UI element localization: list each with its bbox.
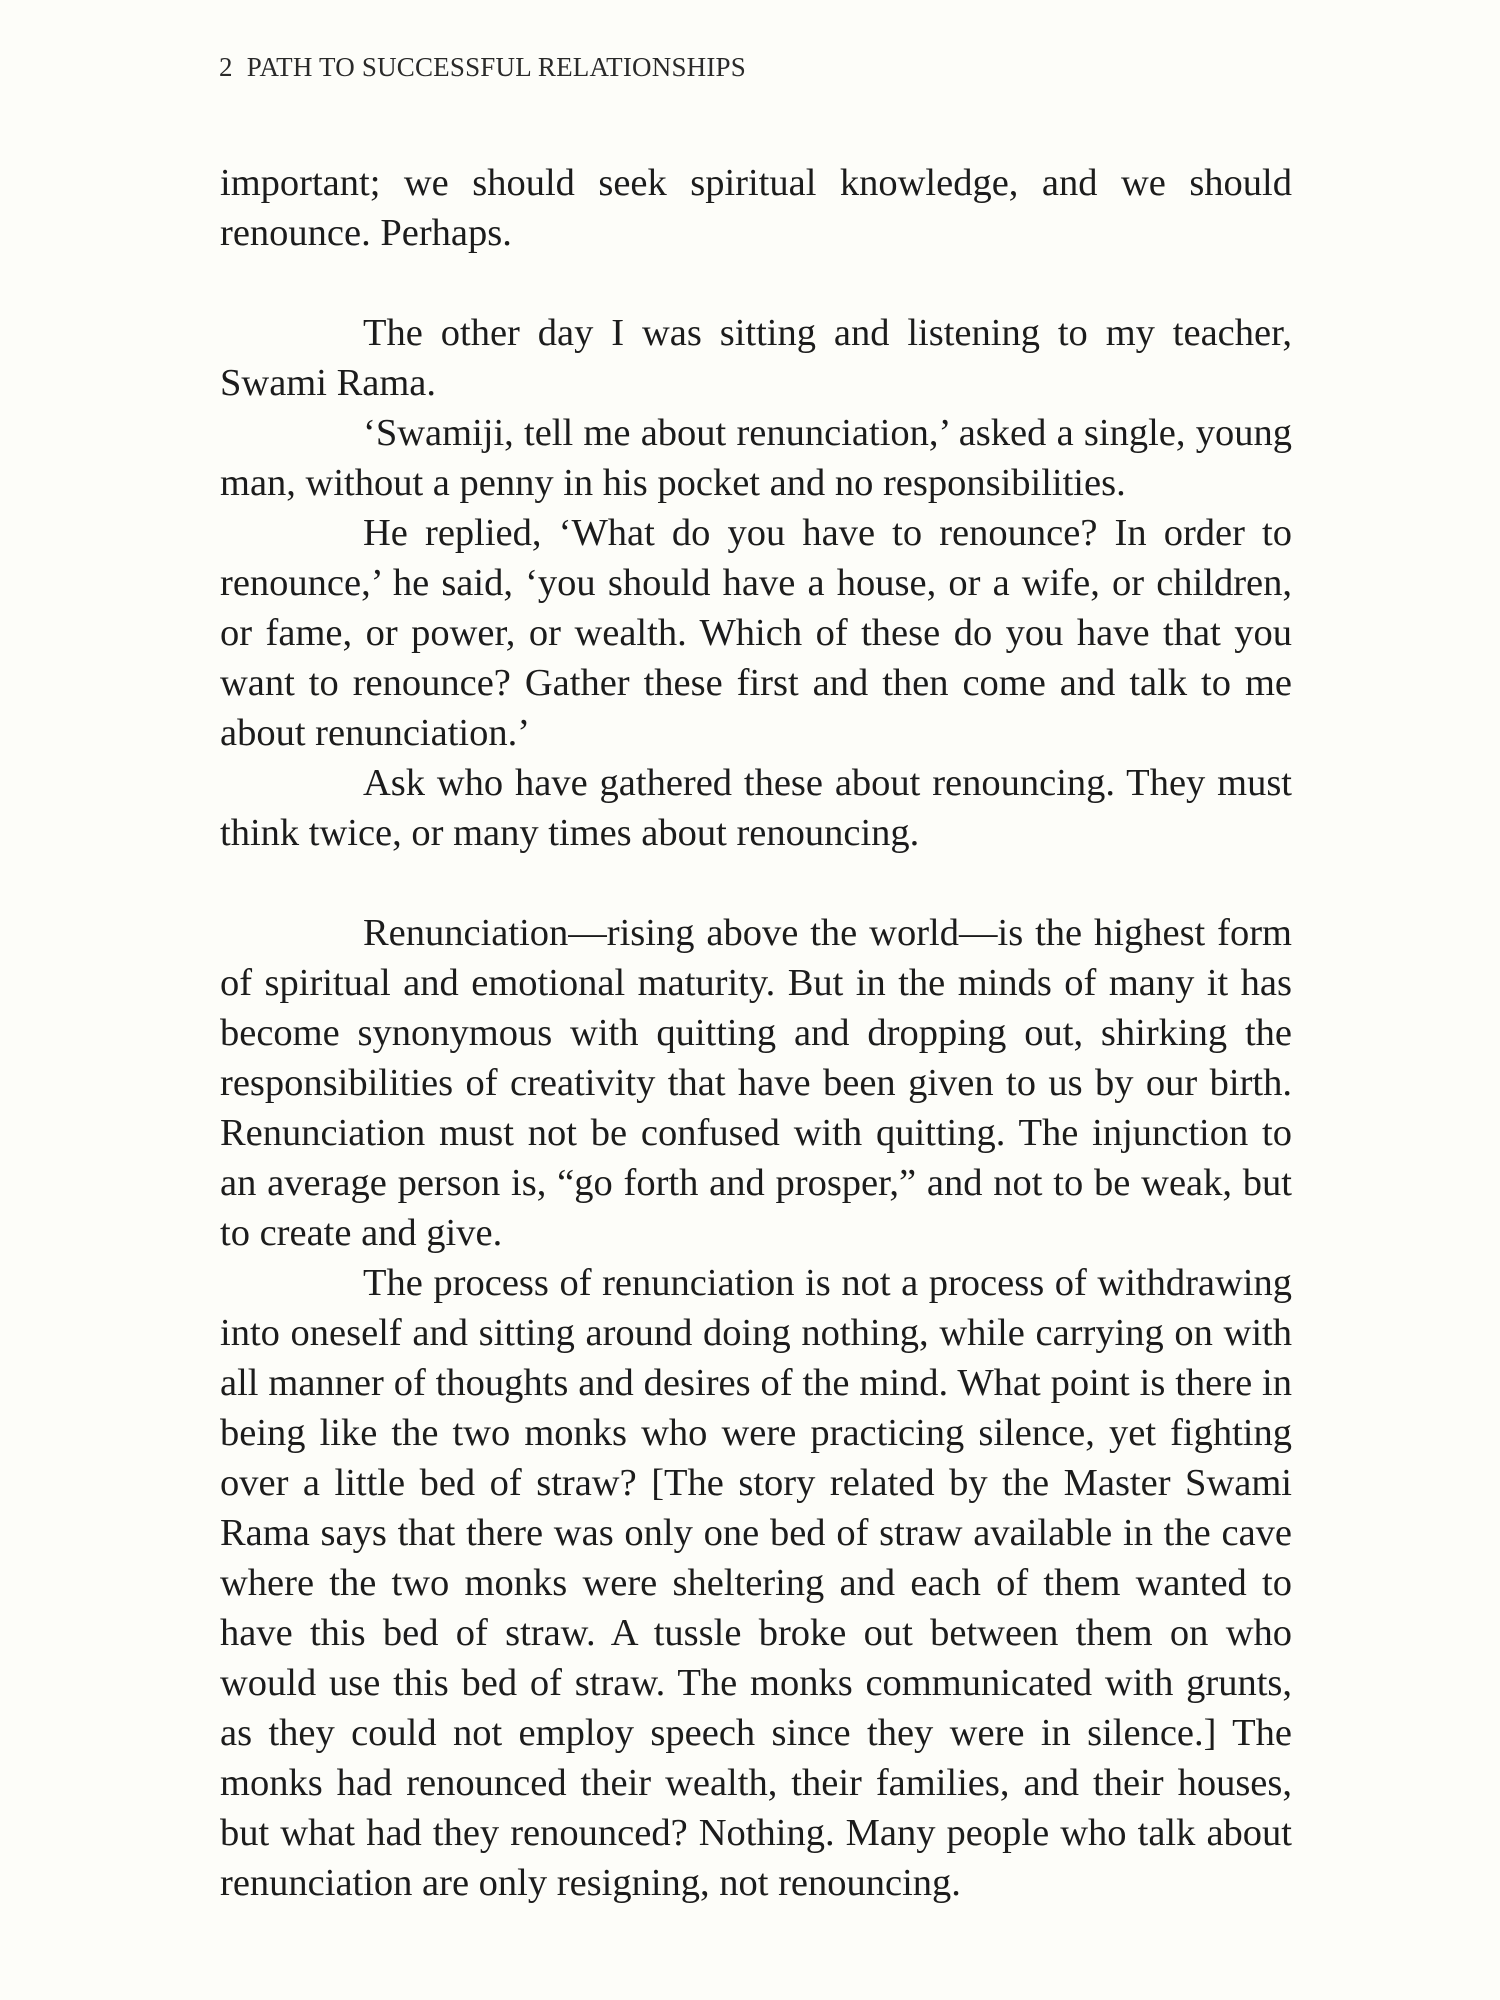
running-title: PATH TO SUCCESSFUL RELATIONSHIPS [246, 52, 746, 82]
paragraph-renunciation-definition: Renunciation—rising above the world—is the highest form of spiritual and emotional maturity. But in the minds of many it has become synonymous with quitting and dropping out, shirking the responsibilities of creativity that have been given to us by our birth. Renunciation must not be confused with quitting. The injunction to an average person is, “go forth and prosper,” and not to be weak, but to create and give. [220, 912, 1292, 1254]
paragraph-monks-story: The process of renunciation is not a process of withdrawing into oneself and sitting around doing nothing, while carrying on with all manner of thoughts and desires of the mind. What point is there in being like the two monks who were practicing silence, yet fighting over a little bed of straw? [The story related by the Master Swami Rama says that there was only one bed of straw available in the cave where the two monks were sheltering and each of them wanted to have this bed of straw. A tussle broke out between them on who would use this bed of straw. The monks communicated with grunts, as they could not employ speech since they were in silence.] The monks had renounced their wealth, their families, and their houses, but what had they renounced? Nothing. Many people who talk about renunciation are only resigning, not renouncing. [220, 1262, 1292, 1904]
running-head [219, 52, 746, 83]
paragraph-ask: Ask who have gathered these about renouncing. They must think twice, or many times about renouncing. [220, 762, 1292, 854]
page-number: 2 [219, 52, 233, 82]
paragraph-reply: He replied, ‘What do you have to renounce? In order to renounce,’ he said, ‘you should have a house, or a wife, or children, or fame, or power, or wealth. Which of these do you have that you want to renounce? Gather these first and then come and talk to me about renunciation.’ [220, 512, 1292, 754]
body-text [220, 158, 1292, 1908]
paragraph-teacher-intro: The other day I was sitting and listening to my teacher, Swami Rama. [220, 312, 1292, 404]
paragraph-continuation: important; we should seek spiritual knowledge, and we should renounce. Perhaps. [220, 162, 1292, 254]
paragraph-question: ‘Swamiji, tell me about renunciation,’ asked a single, young man, without a penny in his pocket and no responsibilities. [220, 412, 1292, 504]
